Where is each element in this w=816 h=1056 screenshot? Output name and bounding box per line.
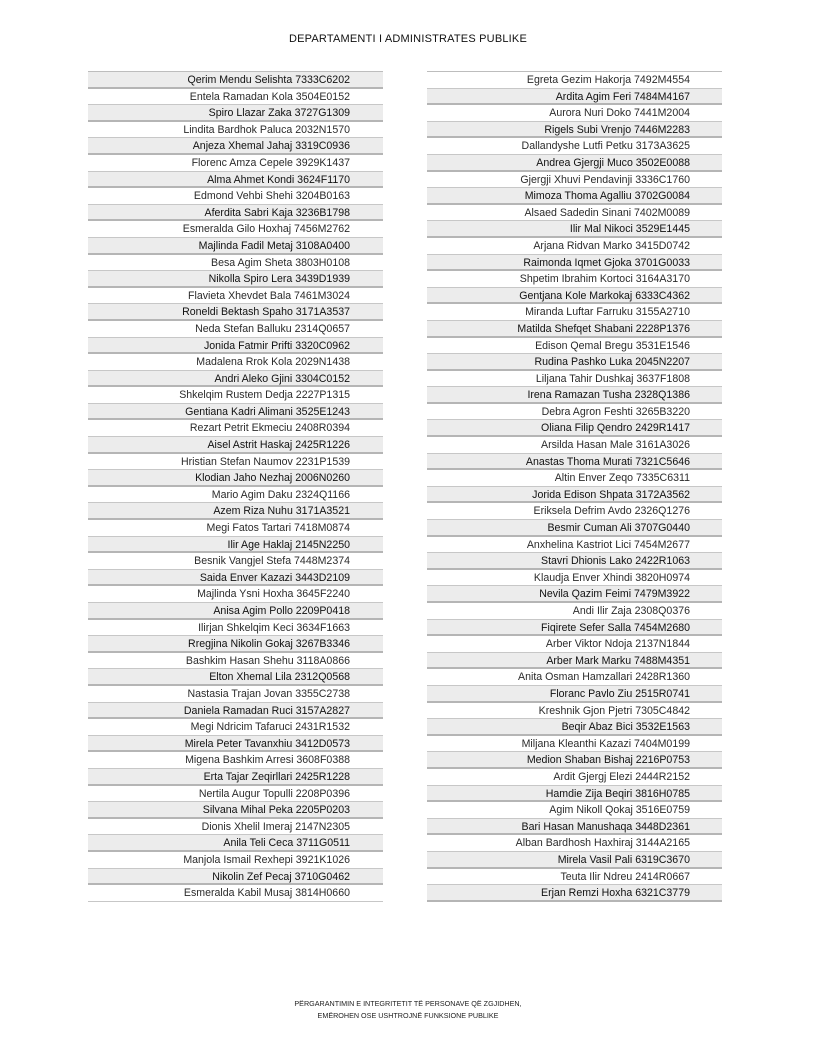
list-item: Nikolla Spiro Lera 3439D1939 [88, 271, 383, 288]
list-item: Qerim Mendu Selishta 7333C6202 [88, 72, 383, 89]
list-item: Miljana Kleanthi Kazazi 7404M0199 [427, 736, 722, 753]
list-item: Eriksela Defrim Avdo 2326Q1276 [427, 503, 722, 520]
list-item: Rigels Subi Vrenjo 7446M2283 [427, 122, 722, 139]
list-item: Madalena Rrok Kola 2029N1438 [88, 354, 383, 371]
right-name-list [427, 71, 722, 902]
list-item: Kreshnik Gjon Pjetri 7305C4842 [427, 703, 722, 720]
list-item: Klaudja Enver Xhindi 3820H0974 [427, 570, 722, 587]
list-item: Edmond Vehbi Shehi 3204B0163 [88, 188, 383, 205]
list-item: Bari Hasan Manushaqa 3448D2361 [427, 819, 722, 836]
list-item: Daniela Ramadan Ruci 3157A2827 [88, 703, 383, 720]
list-item: Rudina Pashko Luka 2045N2207 [427, 354, 722, 371]
list-item: Mimoza Thoma Agalliu 3702G0084 [427, 188, 722, 205]
list-item: Elton Xhemal Lila 2312Q0568 [88, 669, 383, 686]
list-item: Megi Ndricim Tafaruci 2431R1532 [88, 719, 383, 736]
list-item: Anita Osman Hamzallari 2428R1360 [427, 669, 722, 686]
list-item: Anila Teli Ceca 3711G0511 [88, 835, 383, 852]
left-name-list [88, 71, 383, 902]
list-item: Dionis Xhelil Imeraj 2147N2305 [88, 819, 383, 836]
list-item: Egreta Gezim Hakorja 7492M4554 [427, 72, 722, 89]
list-item: Besnik Vangjel Stefa 7448M2374 [88, 553, 383, 570]
list-item: Spiro Llazar Zaka 3727G1309 [88, 105, 383, 122]
list-item: Ilir Age Haklaj 2145N2250 [88, 537, 383, 554]
list-item: Medion Shaban Bishaj 2216P0753 [427, 752, 722, 769]
list-item: Entela Ramadan Kola 3504E0152 [88, 89, 383, 106]
list-item: Matilda Shefqet Shabani 2228P1376 [427, 321, 722, 338]
list-item: Floranc Pavlo Ziu 2515R0741 [427, 686, 722, 703]
list-item: Majlinda Fadil Metaj 3108A0400 [88, 238, 383, 255]
list-item: Manjola Ismail Rexhepi 3921K1026 [88, 852, 383, 869]
list-item: Altin Enver Zeqo 7335C6311 [427, 470, 722, 487]
footer-line-1: PËRGARANTIMIN E INTEGRITETIT TË PERSONAVE QË ZGJIDHEN, [294, 999, 522, 1008]
list-item: Rezart Petrit Ekmeciu 2408R0394 [88, 420, 383, 437]
list-item: Aurora Nuri Doko 7441M2004 [427, 105, 722, 122]
list-item: Ardita Agim Feri 7484M4167 [427, 89, 722, 106]
list-item: Gentjana Kole Markokaj 6333C4362 [427, 288, 722, 305]
list-item: Saida Enver Kazazi 3443D2109 [88, 570, 383, 587]
footer-line-2: EMËROHEN OSE USHTROJNË FUNKSIONE PUBLIKE [317, 1011, 499, 1020]
list-item: Beqir Abaz Bici 3532E1563 [427, 719, 722, 736]
list-item: Aferdita Sabri Kaja 3236B1798 [88, 205, 383, 222]
list-item: Ardit Gjergj Elezi 2444R2152 [427, 769, 722, 786]
list-item: Azem Riza Nuhu 3171A3521 [88, 503, 383, 520]
list-item: Gentiana Kadri Alimani 3525E1243 [88, 404, 383, 421]
list-item: Neda Stefan Balluku 2314Q0657 [88, 321, 383, 338]
page-title: DEPARTAMENTI I ADMINISTRATES PUBLIKE [288, 33, 528, 45]
list-item: Dallandyshe Lutfi Petku 3173A3625 [427, 138, 722, 155]
list-item: Esmeralda Kabil Musaj 3814H0660 [88, 885, 383, 902]
list-item: Andrea Gjergji Muco 3502E0088 [427, 155, 722, 172]
list-item: Teuta Ilir Ndreu 2414R0667 [427, 869, 722, 886]
list-item: Anisa Agim Pollo 2209P0418 [88, 603, 383, 620]
list-item: Flavieta Xhevdet Bala 7461M3024 [88, 288, 383, 305]
list-item: Esmeralda Gilo Hoxhaj 7456M2762 [88, 221, 383, 238]
list-item: Erjan Remzi Hoxha 6321C3779 [427, 885, 722, 902]
list-item: Megi Fatos Tartari 7418M0874 [88, 520, 383, 537]
list-item: Lindita Bardhok Paluca 2032N1570 [88, 122, 383, 139]
list-item: Anastas Thoma Murati 7321C5646 [427, 454, 722, 471]
list-item: Miranda Luftar Farruku 3155A2710 [427, 304, 722, 321]
list-item: Oliana Filip Qendro 2429R1417 [427, 420, 722, 437]
list-item: Besmir Cuman Ali 3707G0440 [427, 520, 722, 537]
list-item: Anjeza Xhemal Jahaj 3319C0936 [88, 138, 383, 155]
list-item: Shpetim Ibrahim Kortoci 3164A3170 [427, 271, 722, 288]
list-item: Mirela Vasil Pali 6319C3670 [427, 852, 722, 869]
list-item: Besa Agim Sheta 3803H0108 [88, 255, 383, 272]
list-item: Florenc Amza Cepele 3929K1437 [88, 155, 383, 172]
list-item: Mario Agim Daku 2324Q1166 [88, 487, 383, 504]
list-item: Arjana Ridvan Marko 3415D0742 [427, 238, 722, 255]
list-item: Bashkim Hasan Shehu 3118A0866 [88, 653, 383, 670]
list-item: Roneldi Bektash Spaho 3171A3537 [88, 304, 383, 321]
list-item: Agim Nikoll Qokaj 3516E0759 [427, 802, 722, 819]
list-item: Arsilda Hasan Male 3161A3026 [427, 437, 722, 454]
list-item: Rregjina Nikolin Gokaj 3267B3346 [88, 636, 383, 653]
list-item: Shkelqim Rustem Dedja 2227P1315 [88, 387, 383, 404]
list-item: Andri Aleko Gjini 3304C0152 [88, 371, 383, 388]
list-item: Andi Ilir Zaja 2308Q0376 [427, 603, 722, 620]
list-item: Silvana Mihal Peka 2205P0203 [88, 802, 383, 819]
list-item: Klodian Jaho Nezhaj 2006N0260 [88, 470, 383, 487]
list-item: Ilirjan Shkelqim Keci 3634F1663 [88, 620, 383, 637]
list-item: Irena Ramazan Tusha 2328Q1386 [427, 387, 722, 404]
list-item: Jorida Edison Shpata 3172A3562 [427, 487, 722, 504]
list-item: Hamdie Zija Beqiri 3816H0785 [427, 786, 722, 803]
list-item: Ilir Mal Nikoci 3529E1445 [427, 221, 722, 238]
list-item: Alma Ahmet Kondi 3624F1170 [88, 172, 383, 189]
list-item: Aisel Astrit Haskaj 2425R1226 [88, 437, 383, 454]
page-footer [0, 998, 816, 1022]
list-item: Jonida Fatmir Prifti 3320C0962 [88, 338, 383, 355]
list-item: Migena Bashkim Arresi 3608F0388 [88, 752, 383, 769]
list-item: Debra Agron Feshti 3265B3220 [427, 404, 722, 421]
list-item: Edison Qemal Bregu 3531E1546 [427, 338, 722, 355]
list-item: Stavri Dhionis Lako 2422R1063 [427, 553, 722, 570]
list-item: Anxhelina Kastriot Lici 7454M2677 [427, 537, 722, 554]
list-item: Erta Tajar Zeqirllari 2425R1228 [88, 769, 383, 786]
list-item: Nevila Qazim Feimi 7479M3922 [427, 586, 722, 603]
list-item: Gjergji Xhuvi Pendavinji 3336C1760 [427, 172, 722, 189]
list-item: Mirela Peter Tavanxhiu 3412D0573 [88, 736, 383, 753]
list-item: Nertila Augur Topulli 2208P0396 [88, 786, 383, 803]
list-item: Arber Mark Marku 7488M4351 [427, 653, 722, 670]
list-item: Hristian Stefan Naumov 2231P1539 [88, 454, 383, 471]
list-item: Majlinda Ysni Hoxha 3645F2240 [88, 586, 383, 603]
list-item: Fiqirete Sefer Salla 7454M2680 [427, 620, 722, 637]
list-item: Nikolin Zef Pecaj 3710G0462 [88, 869, 383, 886]
list-item: Liljana Tahir Dushkaj 3637F1808 [427, 371, 722, 388]
list-item: Arber Viktor Ndoja 2137N1844 [427, 636, 722, 653]
list-item: Raimonda Iqmet Gjoka 3701G0033 [427, 255, 722, 272]
list-item: Alsaed Sadedin Sinani 7402M0089 [427, 205, 722, 222]
list-item: Alban Bardhosh Haxhiraj 3144A2165 [427, 835, 722, 852]
list-item: Nastasia Trajan Jovan 3355C2738 [88, 686, 383, 703]
